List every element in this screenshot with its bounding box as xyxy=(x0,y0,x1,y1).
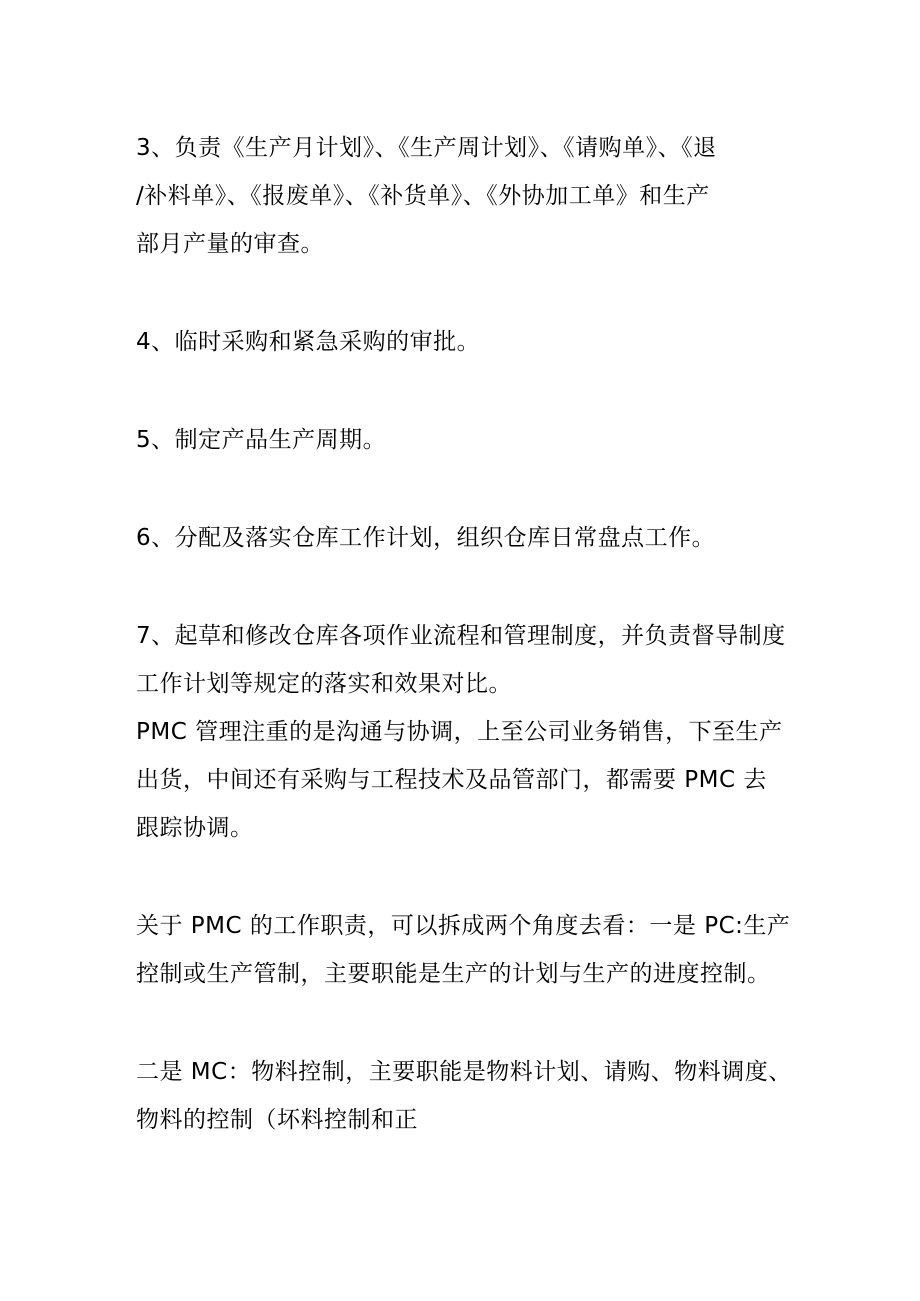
paragraph-item-6 xyxy=(136,514,796,562)
text-line: 7、起草和修改仓库各项作业流程和管理制度，并负责督导制度 xyxy=(136,623,786,649)
text-line: 部月产量的审查。 xyxy=(136,231,324,257)
paragraph-pmc-duties xyxy=(136,902,796,998)
paragraph-gap xyxy=(136,366,796,416)
text-line: /补料单》、《报废单》、《补货单》、《外协加工单》和生产 xyxy=(136,183,710,209)
paragraph-item-4 xyxy=(136,318,796,366)
text-line: 工作计划等规定的落实和效果对比。 xyxy=(136,671,512,697)
paragraph-gap xyxy=(136,464,796,514)
paragraph-mc-duties xyxy=(136,1048,796,1144)
text-line: 关于 PMC 的工作职责，可以拆成两个角度去看：一是 PC:生产 xyxy=(136,913,791,939)
text-line: 二是 MC：物料控制，主要职能是物料计划、请购、物料调度、 xyxy=(136,1059,792,1085)
text-line: 6、分配及落实仓库工作计划，组织仓库日常盘点工作。 xyxy=(136,525,716,551)
paragraph-item-7 xyxy=(136,612,796,708)
text-line: 出货，中间还有采购与工程技术及品管部门，都需要 PMC 去 xyxy=(136,767,767,793)
paragraph-gap xyxy=(136,562,796,612)
text-line: PMC 管理注重的是沟通与协调，上至公司业务销售，下至生产 xyxy=(136,719,783,745)
text-line: 跟踪协调。 xyxy=(136,815,254,841)
paragraph-item-3 xyxy=(136,124,796,268)
paragraph-gap xyxy=(136,998,796,1048)
paragraph-item-5 xyxy=(136,416,796,464)
text-line: 5、制定产品生产周期。 xyxy=(136,427,387,453)
text-line: 物料的控制（坏料控制和正 xyxy=(136,1107,418,1133)
text-line: 控制或生产管制，主要职能是生产的计划与生产的进度控制。 xyxy=(136,961,771,987)
text-line: 4、临时采购和紧急采购的审批。 xyxy=(136,329,481,355)
paragraph-gap xyxy=(136,268,796,318)
document-body xyxy=(136,124,796,1144)
paragraph-gap xyxy=(136,852,796,902)
paragraph-pmc-note xyxy=(136,708,796,852)
text-line: 3、负责《生产月计划》、《生产周计划》、《请购单》、《退 xyxy=(136,135,717,161)
